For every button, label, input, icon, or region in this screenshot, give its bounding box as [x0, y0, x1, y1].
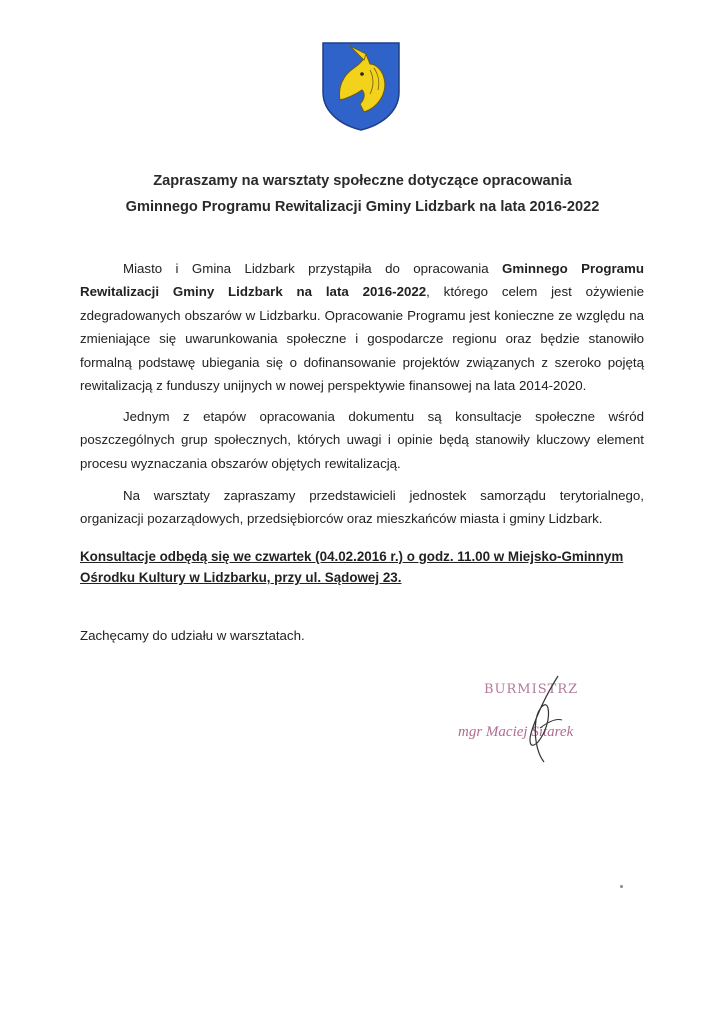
paragraph-intro-start: Miasto i Gmina Lidzbark przystąpiła do opracowania — [123, 261, 503, 276]
stamp-name: mgr Maciej Sitarek — [458, 724, 574, 740]
program-name-bold: Gminnego Programu Rewitalizacji Gminy Lidzbark na lata 2016-2022 — [80, 261, 644, 300]
paragraph-invitation-text: Na warsztaty zapraszamy przedstawicieli jednostek samorządu terytorialnego, organizacji pozarządowych, przedsiębiorców oraz mieszkańców miasta i gminy Lidzbark. — [80, 488, 644, 527]
consultation-date-notice: Konsultacje odbędą się we czwartek (04.02.2016 r.) o godz. 11.00 w Miejsko-Gminnym Ośrodku Kultury w Lidzbarku, przy ul. Sądowej 23. — [80, 549, 624, 585]
stamp-title: BURMISTRZ — [484, 682, 579, 697]
paragraph-intro-rest: , którego celem jest ożywienie zdegradowanych obszarów w Lidzbarku. Opracowanie Programu jest konieczne ze względu na zmieniające się uwarunkowania społeczne i gospodarcze regionu oraz będzie stanowiło formalną podstawę ubiegania się o dofinansowanie projektów związanych z szeroko pojętą rewitalizacją z funduszy unijnych w nowej perspektywie finansowej na lata 2014-2020. — [80, 284, 644, 394]
heading-line-2: Gminnego Programu Rewitalizacji Gminy Lidzbark na lata 2016-2022 — [125, 199, 600, 215]
scan-speck — [620, 885, 623, 888]
handwritten-signature — [440, 672, 640, 782]
coat-of-arms-unicorn-icon — [320, 40, 402, 132]
heading-line-1: Zapraszamy na warsztaty społeczne dotyczące opracowania — [153, 173, 572, 189]
paragraph-consultations — [80, 405, 644, 486]
mayor-stamp — [440, 672, 640, 782]
paragraph-invitation — [80, 484, 644, 542]
paragraph-consultations-text: Jednym z etapów opracowania dokumentu są konsultacje społeczne wśród poszczególnych grup społecznych, których uwagi i opinie będą stanowiły kluczowy element procesu wyznaczania obszarów objętych rewitalizacją. — [80, 409, 644, 471]
document-heading — [60, 168, 665, 220]
closing-sentence: Zachęcamy do udziału w warsztatach. — [80, 628, 305, 643]
paragraph-intro — [80, 257, 644, 408]
